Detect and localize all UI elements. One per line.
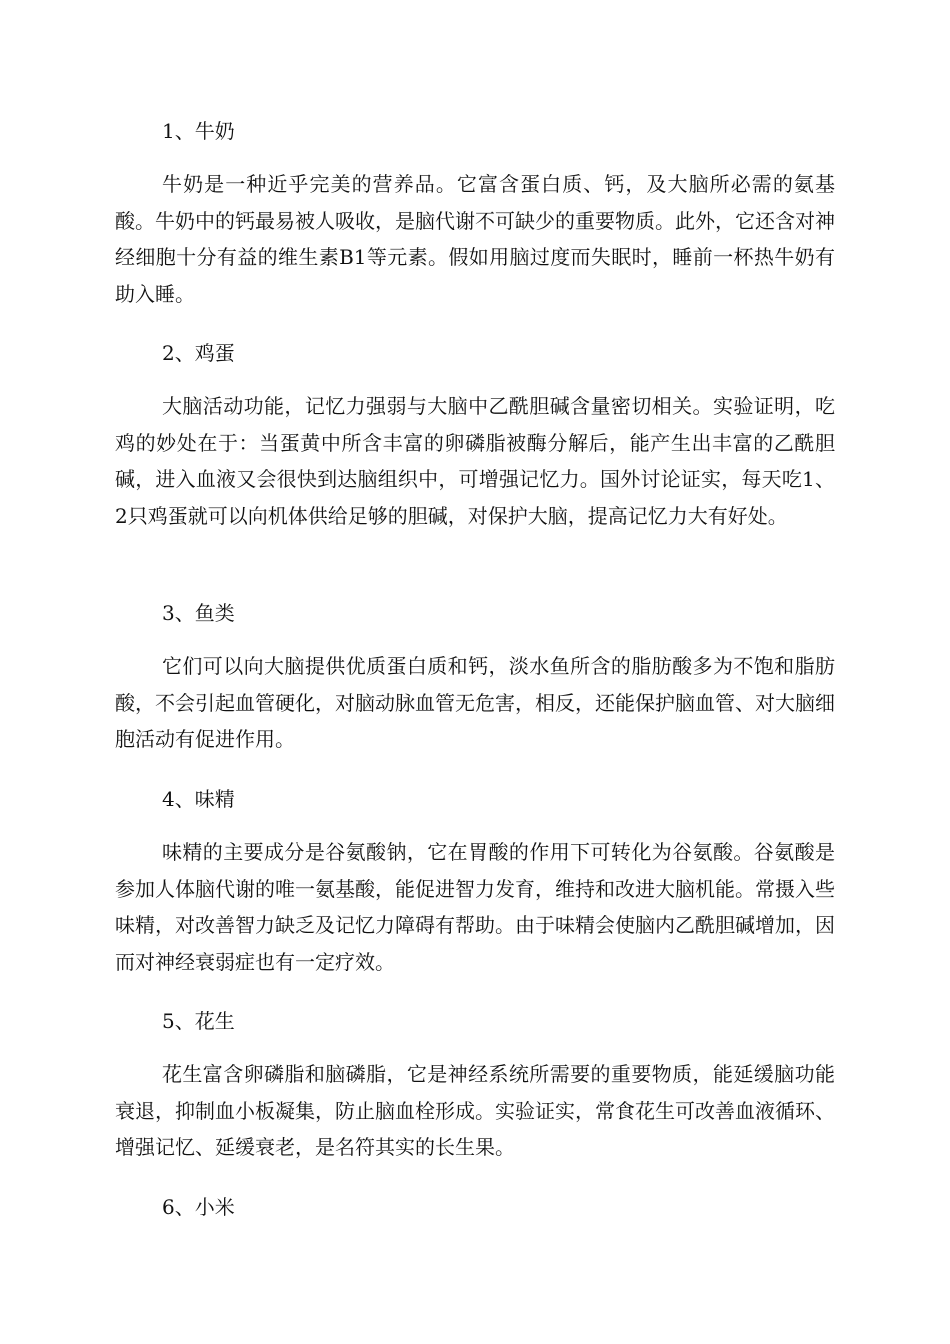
section-heading-peanut: 5、花生 <box>162 1009 235 1033</box>
section-heading-egg: 2、鸡蛋 <box>162 341 235 365</box>
section-body-milk: 牛奶是一种近乎完美的营养品。它富含蛋白质、钙，及大脑所必需的氨基酸。牛奶中的钙最易被人吸收，是脑代谢不可缺少的重要物质。此外，它还含对神经细胞十分有益的维生素B1等元素。假如用脑过度而失眠时，睡前一杯热牛奶有助入睡。 <box>115 172 835 306</box>
section-body-msg: 味精的主要成分是谷氨酸钠，它在胃酸的作用下可转化为谷氨酸。谷氨酸是参加人体脑代谢的唯一氨基酸，能促进智力发育，维持和改进大脑机能。常摄入些味精，对改善智力缺乏及记忆力障碍有帮助。由于味精会使脑内乙酰胆碱增加，因而对神经衰弱症也有一定疗效。 <box>115 840 835 974</box>
section-heading-milk: 1、牛奶 <box>162 119 235 143</box>
section-heading-fish: 3、鱼类 <box>162 601 235 625</box>
section-body-fish: 它们可以向大脑提供优质蛋白质和钙，淡水鱼所含的脂肪酸多为不饱和脂肪酸，不会引起血管硬化，对脑动脉血管无危害，相反，还能保护脑血管、对大脑细胞活动有促进作用。 <box>115 654 835 751</box>
section-body-egg: 大脑活动功能，记忆力强弱与大脑中乙酰胆碱含量密切相关。实验证明，吃鸡的妙处在于：当蛋黄中所含丰富的卵磷脂被酶分解后，能产生出丰富的乙酰胆碱，进入血液又会很快到达脑组织中，可增强记忆力。国外讨论证实，每天吃1、2只鸡蛋就可以向机体供给足够的胆碱，对保护大脑，提高记忆力大有好处。 <box>115 394 835 528</box>
section-heading-millet: 6、小米 <box>162 1195 235 1219</box>
section-body-peanut: 花生富含卵磷脂和脑磷脂，它是神经系统所需要的重要物质，能延缓脑功能衰退，抑制血小板凝集，防止脑血栓形成。实验证实，常食花生可改善血液循环、增强记忆、延缓衰老，是名符其实的长生果。 <box>115 1062 835 1159</box>
section-heading-msg: 4、味精 <box>162 787 235 811</box>
